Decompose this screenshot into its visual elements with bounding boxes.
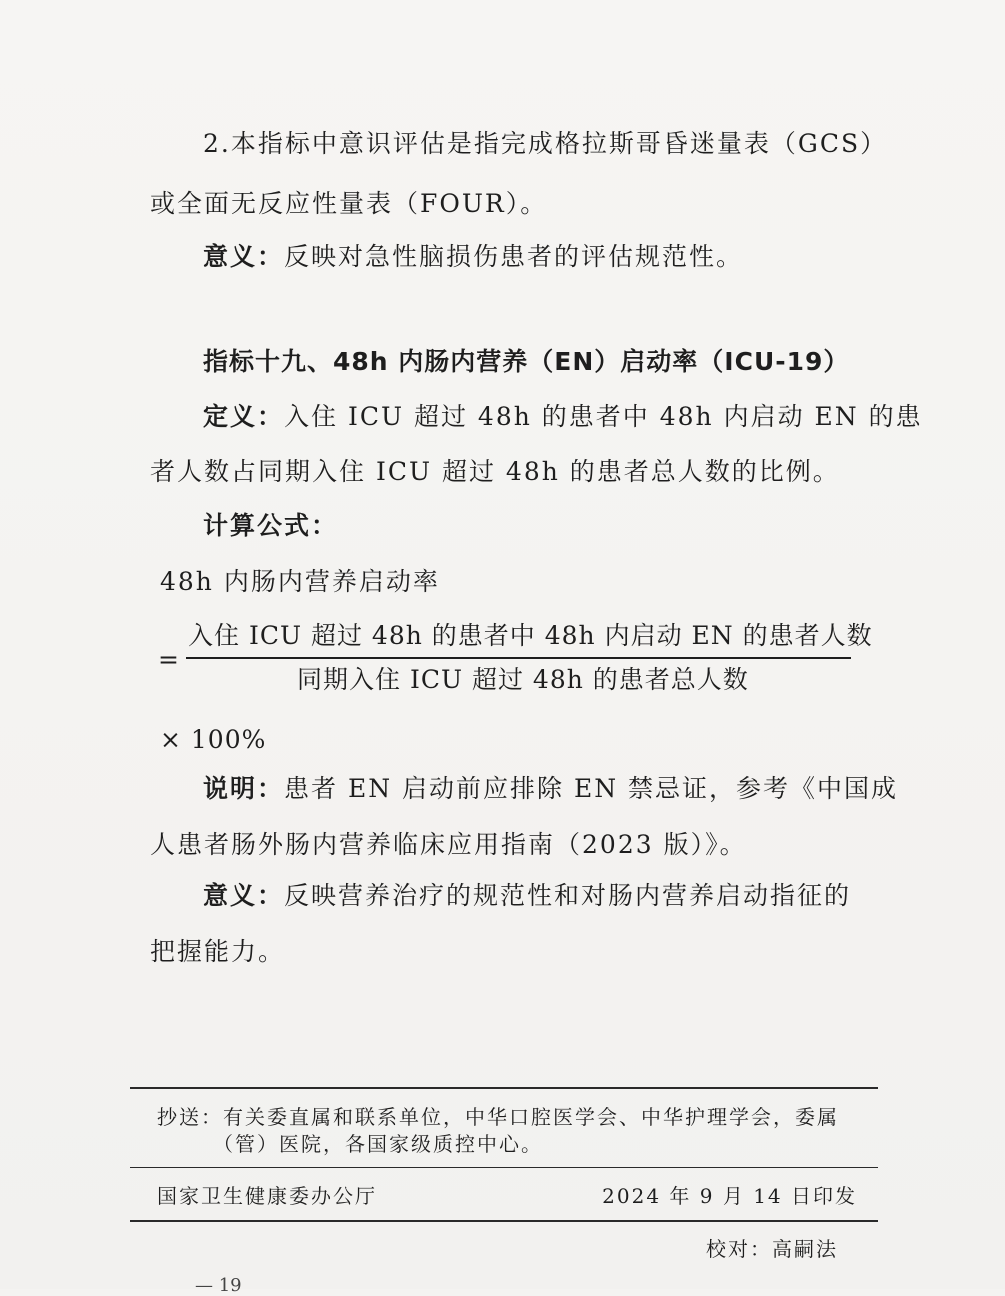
significance2-line2: 把握能力。 bbox=[150, 937, 286, 966]
cc-line2: （管）医院，各国家级质控中心。 bbox=[213, 1132, 543, 1156]
fraction-bar bbox=[186, 657, 851, 659]
significance2-label: 意义： bbox=[203, 881, 285, 910]
definition-label: 定义： bbox=[203, 402, 285, 431]
definition-line1 bbox=[203, 401, 923, 433]
paragraph-gcs-line1: 2.本指标中意识评估是指完成格拉斯哥昏迷量表（GCS） bbox=[203, 129, 888, 158]
footer-top-rule bbox=[130, 1087, 878, 1089]
issuer-name: 国家卫生健康委办公厅 bbox=[157, 1184, 377, 1208]
note-line2: 人患者肠外肠内营养临床应用指南（2023 版）》。 bbox=[150, 830, 747, 859]
significance-text: 反映对急性脑损伤患者的评估规范性。 bbox=[284, 242, 744, 271]
formula-multiplier: × 100% bbox=[160, 725, 267, 754]
formula-lhs: 48h 内肠内营养启动率 bbox=[160, 567, 440, 596]
significance-label: 意义： bbox=[203, 242, 285, 271]
formula-denominator: 同期入住 ICU 超过 48h 的患者总人数 bbox=[297, 665, 749, 694]
note-text: 患者 EN 启动前应排除 EN 禁忌证，参考《中国成 bbox=[284, 774, 899, 803]
formula-equals-sign: = bbox=[158, 645, 179, 674]
formula-numerator: 入住 ICU 超过 48h 的患者中 48h 内启动 EN 的患者人数 bbox=[188, 621, 873, 650]
definition-text: 入住 ICU 超过 48h 的患者中 48h 内启动 EN 的患 bbox=[284, 402, 923, 431]
cc-line1: 抄送：有关委直属和联系单位，中华口腔医学会、中华护理学会，委属 bbox=[157, 1105, 839, 1129]
note-label: 说明： bbox=[203, 774, 285, 803]
note-line1 bbox=[203, 773, 898, 805]
significance2-text: 反映营养治疗的规范性和对肠内营养启动指征的 bbox=[284, 881, 852, 910]
proofreader: 校对：高嗣法 bbox=[706, 1237, 838, 1261]
paragraph-gcs-line2: 或全面无反应性量表（FOUR）。 bbox=[150, 189, 548, 218]
calc-formula-label: 计算公式： bbox=[203, 511, 339, 540]
issue-date: 2024 年 9 月 14 日印发 bbox=[602, 1184, 857, 1208]
section-heading: 指标十九、48h 内肠内营养（EN）启动率（ICU-19） bbox=[203, 347, 850, 376]
significance-paragraph-2 bbox=[203, 880, 851, 912]
significance-paragraph-1 bbox=[203, 241, 743, 273]
definition-line2: 者人数占同期入住 ICU 超过 48h 的患者总人数的比例。 bbox=[150, 457, 840, 486]
page-number: — 19 bbox=[195, 1275, 242, 1296]
footer-bottom-rule bbox=[130, 1220, 878, 1222]
footer-middle-rule bbox=[130, 1167, 878, 1168]
